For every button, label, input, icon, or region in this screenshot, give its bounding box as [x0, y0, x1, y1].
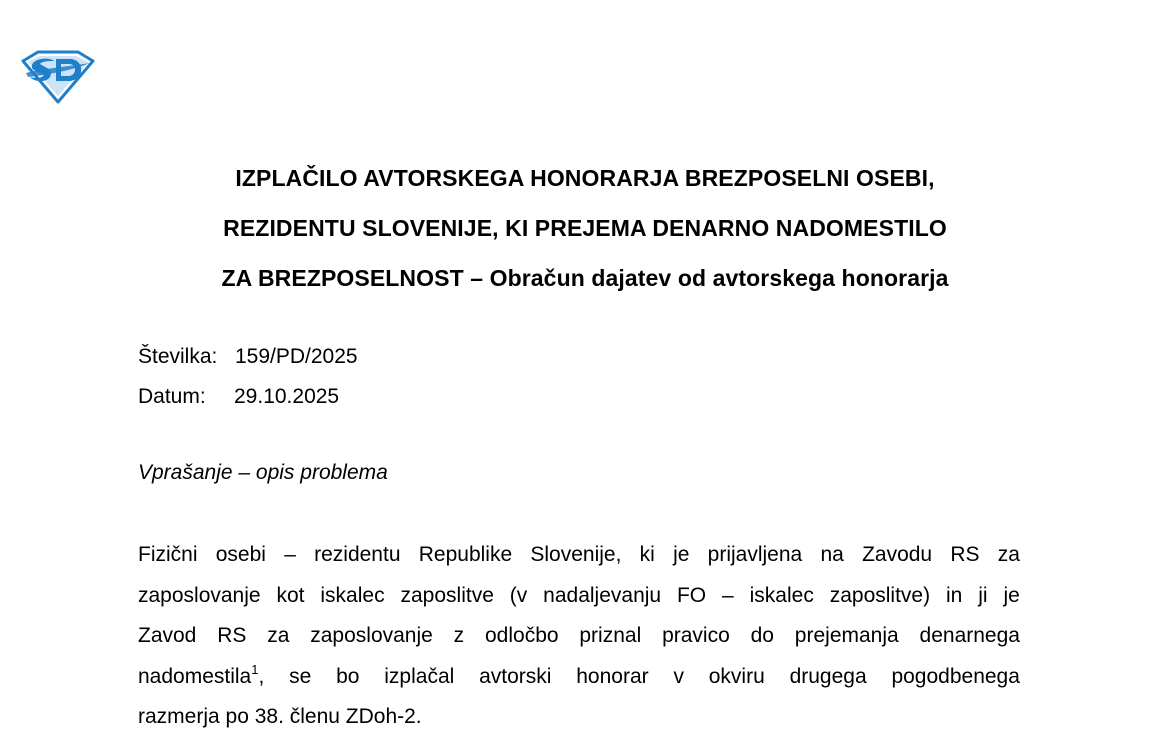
body-word: nadaljevanju: [543, 583, 662, 607]
body-word: za: [267, 624, 290, 647]
body-word: Zavod: [138, 624, 197, 647]
title-line-2: REZIDENTU SLOVENIJE, KI PREJEMA DENARNO NADOMESTILO: [223, 215, 947, 241]
body-line-4: [138, 657, 1020, 698]
body-line-3: [138, 616, 1020, 657]
body-word: honorar: [576, 664, 649, 688]
body-word: bo: [336, 664, 360, 688]
body-word: na: [820, 543, 844, 566]
body-word: okviru: [708, 664, 765, 688]
body-word: je: [673, 543, 690, 566]
document-meta: [138, 337, 358, 417]
body-word: priznal: [579, 624, 642, 647]
body-word: rezidentu: [314, 543, 401, 566]
document-number-row: [138, 337, 358, 377]
body-word: zaposlovanje: [138, 583, 261, 607]
body-word: pogodbenega: [891, 664, 1020, 688]
shield-sd-logo-icon: [20, 47, 96, 105]
body-word: RS: [950, 543, 980, 566]
body-line-2: [138, 576, 1020, 617]
body-word: pravico: [662, 624, 730, 647]
footnote-reference[interactable]: 1: [251, 661, 259, 677]
body-word: Slovenije,: [530, 543, 622, 566]
body-word: Fizični: [138, 543, 198, 566]
body-word: drugega: [789, 664, 867, 688]
body-word: RS: [217, 624, 247, 647]
document-date-row: [138, 377, 358, 417]
body-word: iskalec: [749, 583, 814, 607]
document-number-value: 159/PD/2025: [235, 345, 358, 368]
body-word: (v: [509, 583, 528, 607]
body-word: Republike: [418, 543, 513, 566]
body-word: v: [673, 664, 684, 688]
document-date-value: 29.10.2025: [234, 385, 340, 408]
body-word: osebi: [215, 543, 266, 566]
body-word: –: [284, 543, 296, 566]
document-date-label: Datum:: [138, 385, 206, 408]
body-word: Zavodu: [862, 543, 933, 566]
body-word: zaposlitve): [829, 583, 931, 607]
body-word: zaposlitve: [400, 583, 494, 607]
body-word: iskalec: [320, 583, 385, 607]
body-word: zaposlovanje: [310, 624, 433, 647]
body-line-5: razmerja po 38. členu ZDoh-2.: [138, 705, 422, 728]
body-word: za: [997, 543, 1020, 566]
body-word: odločbo: [484, 624, 559, 647]
body-word: in: [946, 583, 963, 607]
body-word: FO: [676, 583, 707, 607]
body-word: izplačal: [384, 664, 455, 688]
body-word: ki: [639, 543, 655, 566]
title-line-3: ZA BREZPOSELNOST – Obračun dajatev od avtorskega honorarja: [221, 265, 949, 291]
title-line-1: IZPLAČILO AVTORSKEGA HONORARJA BREZPOSELNI OSEBI,: [235, 165, 935, 191]
company-logo: [20, 47, 96, 105]
body-word: je: [1003, 583, 1020, 607]
body-word: z: [453, 624, 465, 647]
document-number-label: Številka:: [138, 345, 218, 368]
question-heading: Vprašanje – opis problema: [138, 461, 388, 484]
body-word: do: [750, 624, 774, 647]
body-line-4-first-word: nadomestila$^1$,: [138, 661, 265, 688]
body-word: se: [289, 664, 312, 688]
body-word: –: [722, 583, 734, 607]
body-word: denarnega: [919, 624, 1020, 647]
body-word: prejemanja: [794, 624, 899, 647]
body-word: kot: [276, 583, 305, 607]
body-word: ji: [978, 583, 988, 607]
body-word: avtorski: [479, 664, 552, 688]
document-title: [100, 153, 1070, 303]
body-paragraph: [138, 535, 1020, 738]
body-line-1: [138, 535, 1020, 576]
body-word: prijavljena: [707, 543, 803, 566]
